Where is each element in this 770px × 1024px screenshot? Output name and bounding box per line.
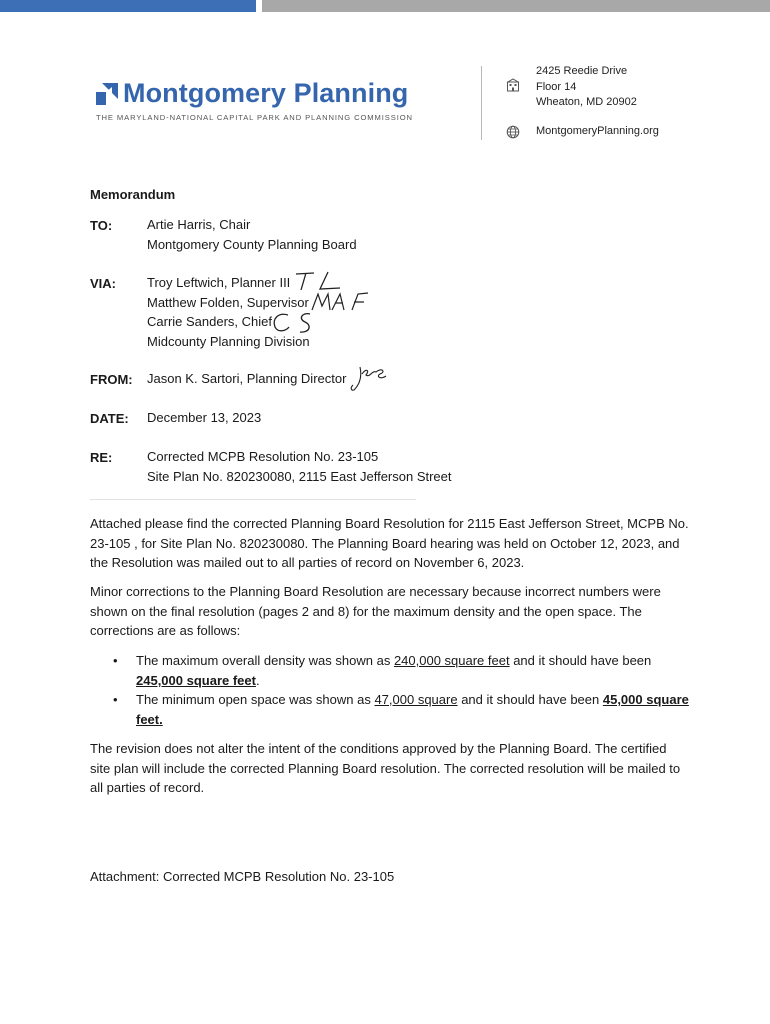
body-paragraph-2: Minor corrections to the Planning Board Resolution are necessary because incorrect numbers were shown on the final resolution (pages 2 and 8) for the maximum density and the open space. The corrections are as follows: (90, 584, 661, 638)
re-label: RE: (90, 450, 113, 465)
bullet-1-end: . (255, 672, 260, 688)
via-line-1: Troy Leftwich, Planner III (147, 275, 291, 290)
via-label: VIA: (90, 276, 116, 291)
address-line-1: 2425 Reedie Drive (536, 65, 628, 77)
org-subtitle: THE MARYLAND-NATIONAL CAPITAL PARK AND PLANNING COMMISSION (96, 113, 413, 122)
bullet-2-pre: The minimum open space was shown as (136, 692, 375, 707)
re-subject (147, 447, 452, 486)
org-name: Montgomery Planning (123, 78, 409, 108)
via-line-2: Matthew Folden, Supervisor (147, 294, 309, 310)
globe-icon (506, 125, 520, 139)
address-line-3: Wheaton, MD 20902 (536, 96, 637, 108)
signature-jks (348, 364, 390, 392)
org-logo (96, 78, 413, 130)
from-sender: Jason K. Sartori, Planning Director (147, 371, 347, 386)
body-paragraph-1: Attached please find the corrected Planning Board Resolution for 2115 East Jefferson Street, MCPB No. 23-105 , for Site Plan No. 820230080. The Planning Board hearing was held on October 12, 2023, and the Resolution was mailed out to all parties of record on November 6, 2023. (90, 516, 689, 570)
bullet-1-pre: The maximum overall density was shown as (136, 653, 394, 668)
date-label: DATE: (90, 411, 129, 426)
address-line-2: Floor 14 (536, 80, 577, 93)
re-line-1: Corrected MCPB Resolution No. 23-105 (147, 449, 379, 464)
signature-tl (294, 270, 346, 292)
memo-title: Memorandum (90, 187, 176, 202)
bullet-2-new-value: 45,000 square feet. (136, 692, 689, 727)
to-recipient (147, 215, 357, 254)
bullet-1-new-value: 245,000 square feet (136, 672, 256, 688)
building-icon (506, 78, 520, 92)
signature-cs (270, 311, 320, 335)
list-item (90, 651, 690, 690)
website-link[interactable]: MontgomeryPlanning.org (536, 125, 659, 137)
bullet-2-mid: and it should have been (457, 692, 603, 707)
memo-header-divider (90, 499, 416, 500)
header-bar-blue (0, 0, 256, 12)
header-divider (481, 66, 482, 140)
to-label: TO: (90, 218, 113, 233)
logo-mark-icon (96, 83, 118, 105)
bullet-2-old-value: 47,000 square (374, 692, 458, 707)
via-line-4: Midcounty Planning Division (147, 333, 310, 349)
corrections-list (90, 651, 690, 729)
list-item (90, 690, 690, 729)
attachment-line: Attachment: Corrected MCPB Resolution No. 23-105 (90, 869, 395, 884)
header-bar-gray (262, 0, 770, 12)
bullet-1-old-value: 240,000 square feet (393, 653, 510, 668)
address-block (536, 64, 637, 111)
bullet-1-mid: and it should have been (509, 653, 652, 668)
date-value: December 13, 2023 (147, 410, 262, 425)
to-line-1: Artie Harris, Chair (147, 217, 251, 232)
body-paragraph-3: The revision does not alter the intent of the conditions approved by the Planning Board. The certified site plan will include the corrected Planning Board resolution. The corrected resolution will be mailed to all parties of record. (90, 741, 681, 795)
to-line-2: Montgomery County Planning Board (147, 236, 357, 252)
from-label: FROM: (90, 372, 133, 387)
re-line-2: Site Plan No. 820230080, 2115 East Jefferson Street (147, 468, 452, 484)
via-line-3: Carrie Sanders, Chief (147, 314, 272, 329)
